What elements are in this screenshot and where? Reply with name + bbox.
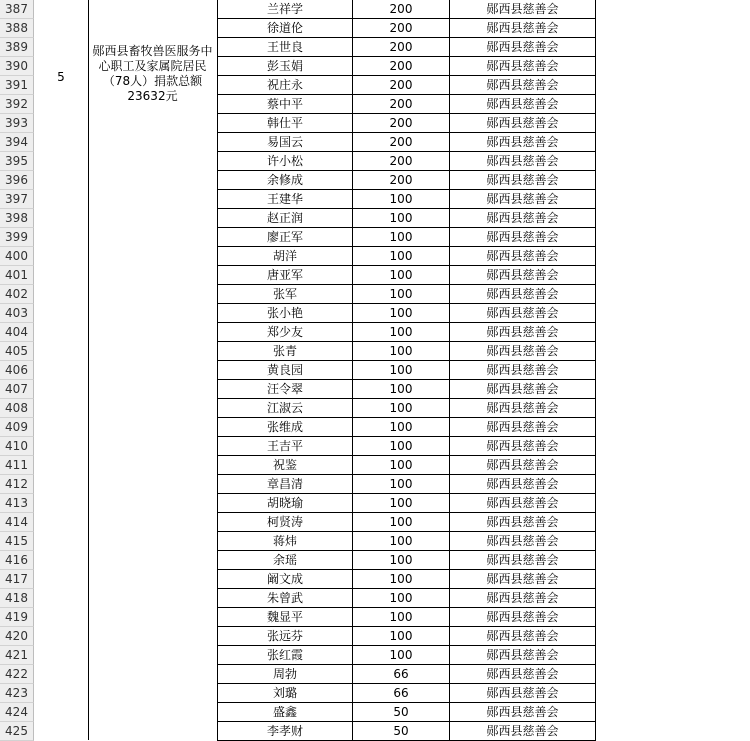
amount-cell[interactable]: 100 <box>389 534 413 548</box>
row-divider <box>217 512 596 513</box>
row-header[interactable]: 409 <box>0 418 34 437</box>
amount-cell[interactable]: 100 <box>389 591 413 605</box>
column-divider <box>352 0 353 740</box>
amount-cell[interactable]: 200 <box>389 21 413 35</box>
name-cell[interactable]: 徐道伦 <box>266 21 303 35</box>
name-cell[interactable]: 盛鑫 <box>272 705 297 719</box>
org-cell[interactable]: 郧西县慈善会 <box>486 21 559 35</box>
org-cell[interactable]: 郧西县慈善会 <box>486 382 559 396</box>
group-description-cell[interactable]: 郧西县畜牧兽医服务中心职工及家属院居民（78人）捐款总额23632元 <box>92 44 213 103</box>
row-divider <box>217 75 596 76</box>
org-cell[interactable]: 郧西县慈善会 <box>486 192 559 206</box>
name-cell[interactable]: 兰祥学 <box>266 2 303 16</box>
row-header[interactable]: 404 <box>0 323 34 342</box>
name-cell[interactable]: 余瑶 <box>272 553 297 567</box>
amount-cell[interactable]: 100 <box>389 192 413 206</box>
org-cell[interactable]: 郧西县慈善会 <box>486 268 559 282</box>
row-header[interactable]: 419 <box>0 608 34 627</box>
row-header[interactable]: 389 <box>0 38 34 57</box>
name-cell[interactable]: 王吉平 <box>266 439 303 453</box>
amount-cell[interactable]: 66 <box>393 667 409 681</box>
org-cell[interactable]: 郧西县慈善会 <box>486 458 559 472</box>
org-cell[interactable]: 郧西县慈善会 <box>486 496 559 510</box>
amount-cell[interactable]: 100 <box>389 249 413 263</box>
org-cell[interactable]: 郧西县慈善会 <box>486 591 559 605</box>
name-cell[interactable]: 张军 <box>272 287 297 301</box>
row-divider <box>217 588 596 589</box>
name-cell[interactable]: 柯贤涛 <box>266 515 303 529</box>
row-divider <box>217 56 596 57</box>
column-divider <box>449 0 450 740</box>
amount-cell[interactable]: 100 <box>389 268 413 282</box>
row-divider <box>217 379 596 380</box>
amount-cell[interactable]: 100 <box>389 648 413 662</box>
row-header[interactable]: 415 <box>0 532 34 551</box>
row-divider <box>217 360 596 361</box>
amount-cell[interactable]: 200 <box>389 78 413 92</box>
amount-cell[interactable]: 100 <box>389 363 413 377</box>
org-cell[interactable]: 郧西县慈善会 <box>486 230 559 244</box>
row-header[interactable]: 410 <box>0 437 34 456</box>
name-cell[interactable]: 汪令翠 <box>266 382 303 396</box>
row-header[interactable]: 395 <box>0 152 34 171</box>
name-cell[interactable]: 祝鉴 <box>272 458 297 472</box>
row-header[interactable]: 407 <box>0 380 34 399</box>
row-divider <box>217 227 596 228</box>
row-divider <box>217 322 596 323</box>
amount-cell[interactable]: 100 <box>389 211 413 225</box>
org-cell[interactable]: 郧西县慈善会 <box>486 287 559 301</box>
org-cell[interactable]: 郧西县慈善会 <box>486 2 559 16</box>
row-header[interactable]: 391 <box>0 76 34 95</box>
name-cell[interactable]: 魏显平 <box>266 610 303 624</box>
amount-cell[interactable]: 200 <box>389 154 413 168</box>
row-divider <box>217 265 596 266</box>
row-divider <box>217 683 596 684</box>
org-cell[interactable]: 郧西县慈善会 <box>486 40 559 54</box>
org-cell[interactable]: 郧西县慈善会 <box>486 78 559 92</box>
org-cell[interactable]: 郧西县慈善会 <box>486 477 559 491</box>
name-cell[interactable]: 张维成 <box>266 420 303 434</box>
row-divider <box>217 189 596 190</box>
row-header[interactable]: 414 <box>0 513 34 532</box>
name-cell[interactable]: 唐亚军 <box>266 268 303 282</box>
row-header[interactable]: 397 <box>0 190 34 209</box>
row-header[interactable]: 403 <box>0 304 34 323</box>
org-cell[interactable]: 郧西县慈善会 <box>486 534 559 548</box>
name-cell[interactable]: 王世良 <box>266 40 303 54</box>
org-cell[interactable]: 郧西县慈善会 <box>486 572 559 586</box>
column-divider <box>595 0 596 740</box>
amount-cell[interactable]: 50 <box>393 724 409 738</box>
org-cell[interactable]: 郧西县慈善会 <box>486 135 559 149</box>
amount-cell[interactable]: 200 <box>389 116 413 130</box>
org-cell[interactable]: 郧西县慈善会 <box>486 648 559 662</box>
org-cell[interactable]: 郧西县慈善会 <box>486 325 559 339</box>
row-divider <box>217 246 596 247</box>
row-header[interactable]: 412 <box>0 475 34 494</box>
row-header[interactable]: 418 <box>0 589 34 608</box>
row-header[interactable]: 408 <box>0 399 34 418</box>
row-header[interactable]: 422 <box>0 665 34 684</box>
amount-cell[interactable]: 100 <box>389 287 413 301</box>
row-divider <box>217 94 596 95</box>
amount-cell[interactable]: 100 <box>389 306 413 320</box>
row-divider <box>217 37 596 38</box>
row-header[interactable]: 399 <box>0 228 34 247</box>
row-header[interactable]: 401 <box>0 266 34 285</box>
org-cell[interactable]: 郧西县慈善会 <box>486 629 559 643</box>
amount-cell[interactable]: 50 <box>393 705 409 719</box>
amount-cell[interactable]: 100 <box>389 610 413 624</box>
org-cell[interactable]: 郧西县慈善会 <box>486 439 559 453</box>
amount-cell[interactable]: 100 <box>389 439 413 453</box>
row-divider <box>217 550 596 551</box>
org-cell[interactable]: 郧西县慈善会 <box>486 211 559 225</box>
row-header[interactable]: 396 <box>0 171 34 190</box>
name-cell[interactable]: 张红霞 <box>266 648 303 662</box>
row-header[interactable]: 416 <box>0 551 34 570</box>
name-cell[interactable]: 蒋炜 <box>272 534 297 548</box>
row-divider <box>217 531 596 532</box>
amount-cell[interactable]: 200 <box>389 2 413 16</box>
row-divider <box>217 493 596 494</box>
row-header[interactable]: 393 <box>0 114 34 133</box>
org-cell[interactable]: 郧西县慈善会 <box>486 154 559 168</box>
amount-cell[interactable]: 100 <box>389 515 413 529</box>
row-header[interactable]: 425 <box>0 722 34 741</box>
row-divider <box>217 151 596 152</box>
row-divider <box>217 284 596 285</box>
amount-cell[interactable]: 100 <box>389 629 413 643</box>
name-cell[interactable]: 胡晓瑜 <box>266 496 303 510</box>
row-divider <box>217 341 596 342</box>
row-header[interactable]: 413 <box>0 494 34 513</box>
amount-cell[interactable]: 200 <box>389 59 413 73</box>
row-divider <box>217 132 596 133</box>
name-cell[interactable]: 阚文成 <box>266 572 303 586</box>
row-header[interactable]: 394 <box>0 133 34 152</box>
amount-cell[interactable]: 100 <box>389 496 413 510</box>
row-header[interactable]: 388 <box>0 19 34 38</box>
row-divider <box>217 626 596 627</box>
name-cell[interactable]: 王建华 <box>266 192 303 206</box>
org-cell[interactable]: 郧西县慈善会 <box>486 420 559 434</box>
org-cell[interactable]: 郧西县慈善会 <box>486 705 559 719</box>
group-number-cell[interactable]: 5 <box>57 70 65 84</box>
org-cell[interactable]: 郧西县慈善会 <box>486 173 559 187</box>
org-cell[interactable]: 郧西县慈善会 <box>486 515 559 529</box>
row-divider <box>217 664 596 665</box>
row-divider <box>217 417 596 418</box>
amount-cell[interactable]: 100 <box>389 401 413 415</box>
row-header[interactable]: 398 <box>0 209 34 228</box>
name-cell[interactable]: 韩仕平 <box>266 116 303 130</box>
name-cell[interactable]: 余修成 <box>266 173 303 187</box>
row-header[interactable]: 411 <box>0 456 34 475</box>
row-header[interactable]: 423 <box>0 684 34 703</box>
name-cell[interactable]: 刘璐 <box>272 686 297 700</box>
row-divider <box>217 569 596 570</box>
amount-cell[interactable]: 100 <box>389 344 413 358</box>
org-cell[interactable]: 郧西县慈善会 <box>486 363 559 377</box>
amount-cell[interactable]: 100 <box>389 325 413 339</box>
row-header[interactable]: 392 <box>0 95 34 114</box>
name-cell[interactable]: 祝庄永 <box>266 78 303 92</box>
row-header[interactable]: 417 <box>0 570 34 589</box>
row-header[interactable]: 406 <box>0 361 34 380</box>
name-cell[interactable]: 黄良园 <box>266 363 303 377</box>
org-cell[interactable]: 郧西县慈善会 <box>486 306 559 320</box>
row-divider <box>217 702 596 703</box>
amount-cell[interactable]: 200 <box>389 97 413 111</box>
row-divider <box>217 398 596 399</box>
org-cell[interactable]: 郧西县慈善会 <box>486 610 559 624</box>
name-cell[interactable]: 江淑云 <box>266 401 303 415</box>
amount-cell[interactable]: 200 <box>389 135 413 149</box>
name-cell[interactable]: 赵正润 <box>266 211 303 225</box>
row-divider <box>217 303 596 304</box>
org-cell[interactable]: 郧西县慈善会 <box>486 344 559 358</box>
amount-cell[interactable]: 100 <box>389 477 413 491</box>
row-header[interactable]: 424 <box>0 703 34 722</box>
column-divider <box>217 0 218 740</box>
name-cell[interactable]: 李孝财 <box>266 724 303 738</box>
row-divider <box>217 18 596 19</box>
row-divider <box>217 721 596 722</box>
amount-cell[interactable]: 100 <box>389 458 413 472</box>
name-cell[interactable]: 周勃 <box>272 667 297 681</box>
amount-cell[interactable]: 200 <box>389 173 413 187</box>
name-cell[interactable]: 廖正军 <box>266 230 303 244</box>
amount-cell[interactable]: 100 <box>389 382 413 396</box>
name-cell[interactable]: 张青 <box>272 344 297 358</box>
name-cell[interactable]: 章昌清 <box>266 477 303 491</box>
row-divider <box>217 455 596 456</box>
row-divider <box>217 113 596 114</box>
row-divider <box>217 436 596 437</box>
name-cell[interactable]: 许小松 <box>266 154 303 168</box>
row-header[interactable]: 390 <box>0 57 34 76</box>
row-divider <box>217 474 596 475</box>
name-cell[interactable]: 胡洋 <box>272 249 297 263</box>
org-cell[interactable]: 郧西县慈善会 <box>486 116 559 130</box>
name-cell[interactable]: 张小艳 <box>266 306 303 320</box>
org-cell[interactable]: 郧西县慈善会 <box>486 724 559 738</box>
row-header[interactable]: 387 <box>0 0 34 19</box>
name-cell[interactable]: 易国云 <box>266 135 303 149</box>
org-cell[interactable]: 郧西县慈善会 <box>486 667 559 681</box>
name-cell[interactable]: 朱曾武 <box>266 591 303 605</box>
amount-cell[interactable]: 66 <box>393 686 409 700</box>
row-header[interactable]: 421 <box>0 646 34 665</box>
name-cell[interactable]: 彭玉娟 <box>266 59 303 73</box>
org-cell[interactable]: 郧西县慈善会 <box>486 553 559 567</box>
org-cell[interactable]: 郧西县慈善会 <box>486 401 559 415</box>
row-header[interactable]: 405 <box>0 342 34 361</box>
row-divider <box>217 645 596 646</box>
row-header[interactable]: 402 <box>0 285 34 304</box>
amount-cell[interactable]: 200 <box>389 40 413 54</box>
amount-cell[interactable]: 100 <box>389 420 413 434</box>
column-divider <box>88 0 89 740</box>
row-divider <box>217 607 596 608</box>
row-divider <box>217 208 596 209</box>
row-divider <box>217 170 596 171</box>
amount-cell[interactable]: 100 <box>389 553 413 567</box>
org-cell[interactable]: 郧西县慈善会 <box>486 97 559 111</box>
name-cell[interactable]: 张远芬 <box>266 629 303 643</box>
name-cell[interactable]: 蔡中平 <box>266 97 303 111</box>
org-cell[interactable]: 郧西县慈善会 <box>486 249 559 263</box>
amount-cell[interactable]: 100 <box>389 572 413 586</box>
row-header[interactable]: 420 <box>0 627 34 646</box>
name-cell[interactable]: 郑少友 <box>266 325 303 339</box>
row-header[interactable]: 400 <box>0 247 34 266</box>
empty-column-area[interactable] <box>596 0 750 740</box>
org-cell[interactable]: 郧西县慈善会 <box>486 686 559 700</box>
org-cell[interactable]: 郧西县慈善会 <box>486 59 559 73</box>
amount-cell[interactable]: 100 <box>389 230 413 244</box>
